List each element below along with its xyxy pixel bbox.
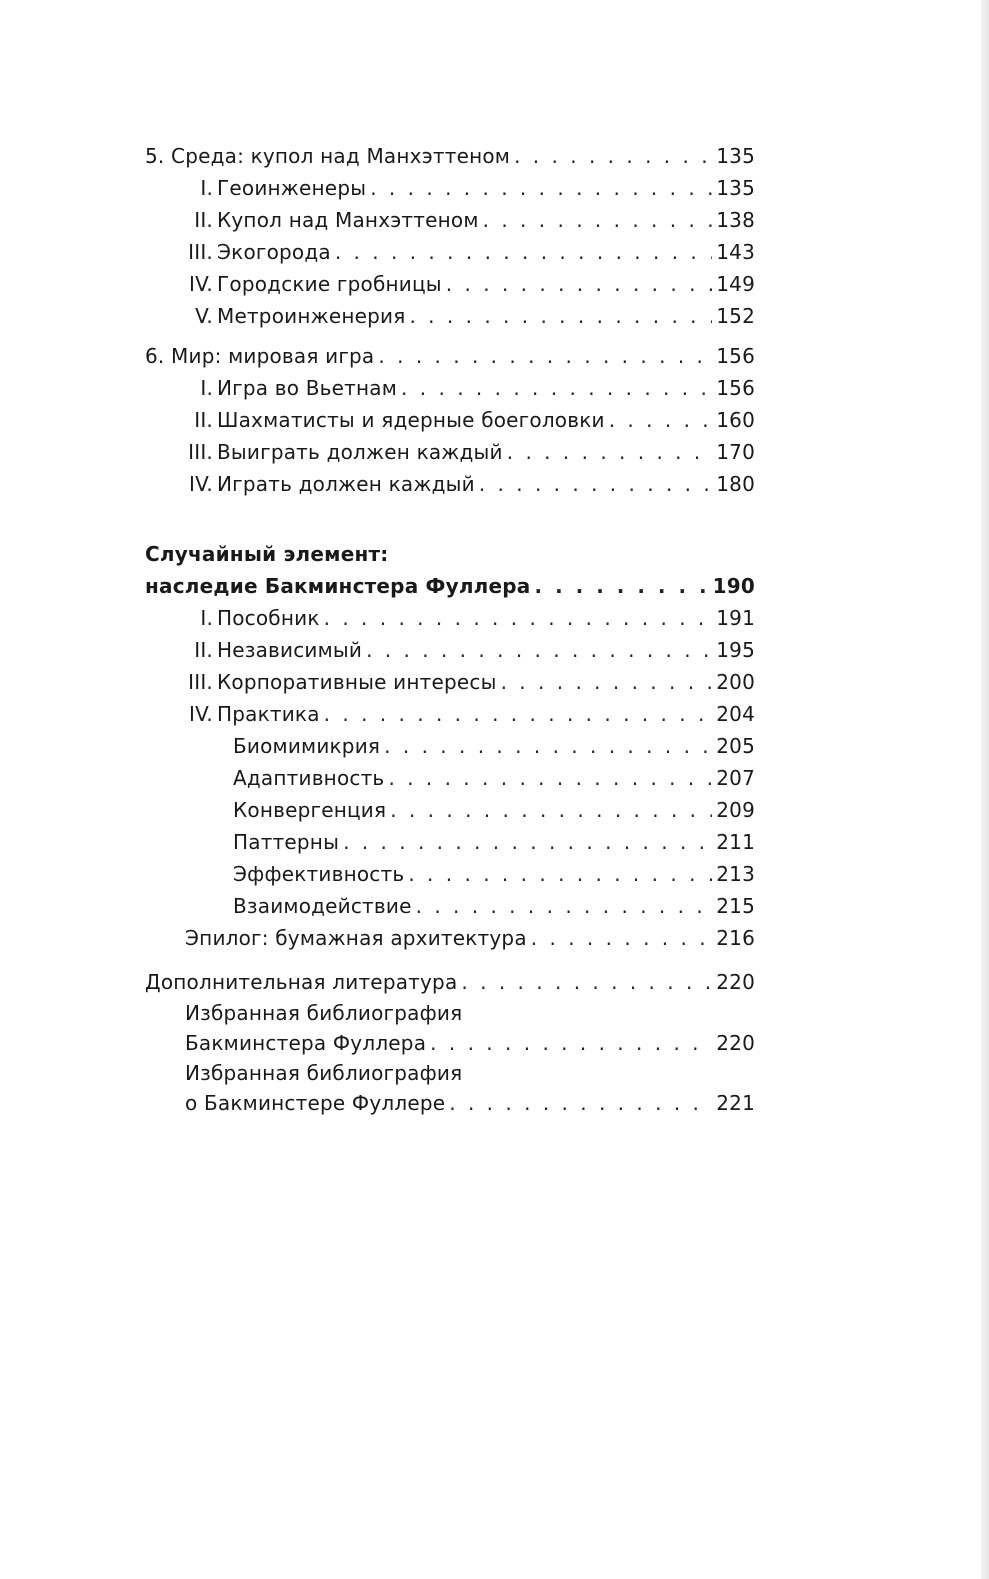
toc-bibliography-item[interactable]: Избранная библиография о Бакминстере Фуллере . . . 221 bbox=[145, 1058, 755, 1118]
toc-bibliography-item[interactable]: Избранная библиография Бакминстера Фуллера . . . 220 bbox=[145, 998, 755, 1058]
toc-item[interactable]: III. Выиграть должен каждый . . . 170 bbox=[145, 436, 755, 468]
table-of-contents bbox=[145, 140, 755, 1118]
toc-chapter-5[interactable]: 5. Среда: купол над Манхэттеном . . . 135 bbox=[145, 140, 755, 172]
toc-random-element[interactable]: наследие Бакминстера Фуллера . . . 190 bbox=[145, 570, 755, 602]
toc-item[interactable]: V. Метроинженерия . . . 152 bbox=[145, 300, 755, 332]
toc-subitem[interactable]: Взаимодействие . . . 215 bbox=[145, 890, 755, 922]
toc-item[interactable]: IV. Практика . . . 204 bbox=[145, 698, 755, 730]
toc-item[interactable]: IV. Играть должен каждый . . . 180 bbox=[145, 468, 755, 500]
toc-item[interactable]: II. Купол над Манхэттеном . . . 138 bbox=[145, 204, 755, 236]
toc-item[interactable]: I. Игра во Вьетнам . . . 156 bbox=[145, 372, 755, 404]
toc-item[interactable]: I. Геоинженеры . . . 135 bbox=[145, 172, 755, 204]
toc-subitem[interactable]: Адаптивность . . . 207 bbox=[145, 762, 755, 794]
toc-item[interactable]: II. Независимый . . . 195 bbox=[145, 634, 755, 666]
toc-random-element-heading: Случайный элемент: bbox=[145, 542, 389, 566]
toc-subitem[interactable]: Биомимикрия . . . 205 bbox=[145, 730, 755, 762]
page-edge bbox=[981, 0, 989, 1579]
toc-item[interactable]: III. Экогорода . . . 143 bbox=[145, 236, 755, 268]
toc-subitem[interactable]: Конвергенция . . . 209 bbox=[145, 794, 755, 826]
toc-subitem[interactable]: Эффективность . . . 213 bbox=[145, 858, 755, 890]
toc-item[interactable]: IV. Городские гробницы . . . 149 bbox=[145, 268, 755, 300]
toc-further-reading[interactable]: Дополнительная литература . . . 220 bbox=[145, 966, 755, 998]
toc-item[interactable]: III. Корпоративные интересы . . . 200 bbox=[145, 666, 755, 698]
toc-subitem[interactable]: Паттерны . . . 211 bbox=[145, 826, 755, 858]
toc-item[interactable]: II. Шахматисты и ядерные боеголовки . . . 160 bbox=[145, 404, 755, 436]
toc-item[interactable]: I. Пособник . . . 191 bbox=[145, 602, 755, 634]
toc-epilogue[interactable]: Эпилог: бумажная архитектура . . . 216 bbox=[145, 922, 755, 954]
toc-chapter-6[interactable]: 6. Мир: мировая игра . . . 156 bbox=[145, 340, 755, 372]
